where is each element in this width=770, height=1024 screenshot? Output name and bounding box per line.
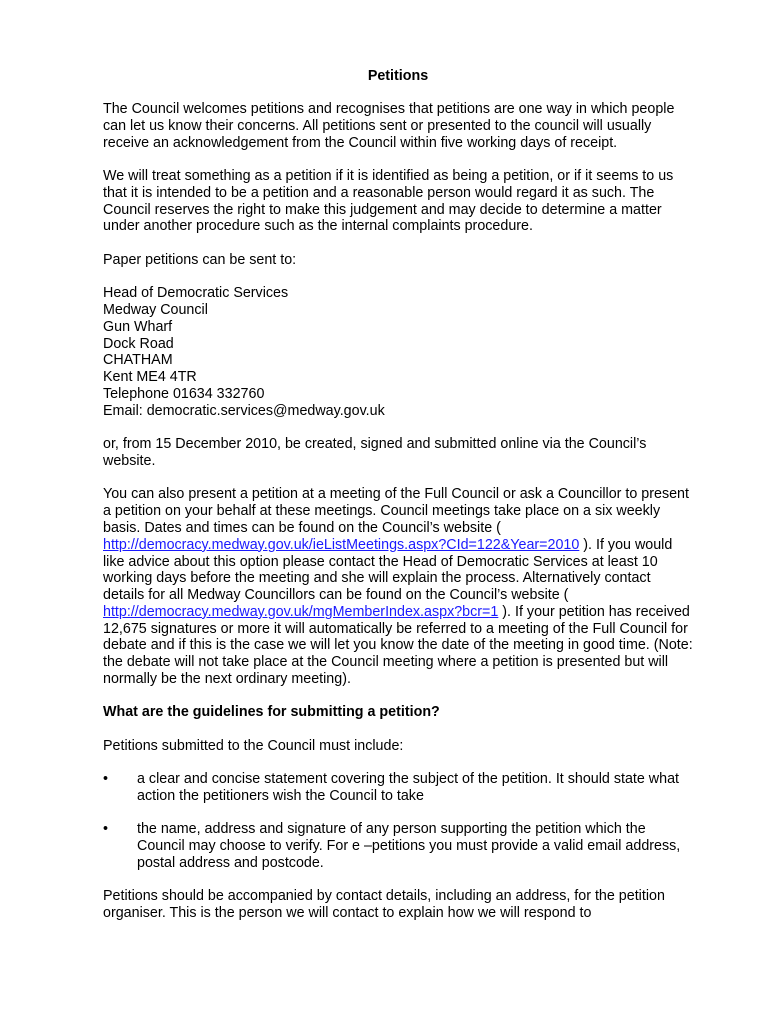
bullet-icon: • bbox=[103, 771, 109, 788]
guidelines-heading: What are the guidelines for submitting a petition? bbox=[103, 704, 440, 721]
meetings-link[interactable]: http://democracy.medway.gov.uk/ieListMeetings.aspx?CId=122&Year=2010 bbox=[103, 536, 580, 553]
list-item-text: the name, address and signature of any person supporting the petition which the Council may choose to verify. For e –petitions you must provide a valid email address, postal address and postcode. bbox=[137, 821, 681, 872]
postal-address bbox=[103, 285, 693, 419]
paper-petitions-intro: Paper petitions can be sent to: bbox=[103, 251, 297, 268]
bullet-icon: • bbox=[103, 821, 109, 838]
address-line-organisation: Medway Council bbox=[103, 301, 208, 318]
must-include-intro: Petitions submitted to the Council must include: bbox=[103, 737, 404, 754]
councillors-link[interactable]: http://democracy.medway.gov.uk/mgMemberIndex.aspx?bcr=1 bbox=[103, 603, 499, 620]
page-title: Petitions bbox=[367, 68, 429, 84]
address-line-street: Dock Road bbox=[103, 335, 174, 352]
meeting-text-part1: You can also present a petition at a meeting of the Full Council or ask a Councillor to present a petition on your behalf at these meetings. Council meetings take place on a six weekly basis. Dates and times can be found on the Council’s website ( bbox=[103, 486, 689, 536]
address-email: Email: democratic.services@medway.gov.uk bbox=[103, 402, 385, 419]
address-line-building: Gun Wharf bbox=[103, 318, 173, 335]
intro-paragraph: The Council welcomes petitions and recognises that petitions are one way in which people can let us know their concerns. All petitions sent or presented to the council will usually receive an acknowledgement from the Council within five working days of receipt. bbox=[103, 101, 675, 151]
list-item-text: a clear and concise statement covering the subject of the petition. It should state what action the petitioners wish the Council to take bbox=[137, 771, 680, 805]
document-body bbox=[103, 67, 693, 939]
definition-paragraph: We will treat something as a petition if it is identified as being a petition, or if it seems to us that it is intended to be a petition and a reasonable person would regard it as such. The Council reserves the right to make this judgement and may decide to determine a matter under another procedure such as the internal complaints procedure. bbox=[103, 167, 674, 235]
meeting-paragraph bbox=[103, 486, 693, 688]
contact-paragraph: Petitions should be accompanied by contact details, including an address, for the petition organiser. This is the person we will contact to explain how we will respond to bbox=[103, 888, 665, 922]
meeting-text-part2: ). If you would like advice about this option please contact the Head of Democratic Services at least 10 working days before the meeting and she will explain the process. Alternatively contact details for all Medway Councillors can be found on the Council’s website ( bbox=[103, 536, 673, 604]
list-item bbox=[103, 821, 693, 871]
requirements-list bbox=[103, 771, 693, 872]
online-paragraph: or, from 15 December 2010, be created, signed and submitted online via the Council’s website. bbox=[103, 436, 647, 469]
address-line-town: CHATHAM bbox=[103, 352, 173, 369]
address-line-postcode: Kent ME4 4TR bbox=[103, 369, 197, 386]
address-line-recipient: Head of Democratic Services bbox=[103, 285, 289, 302]
address-telephone: Telephone 01634 332760 bbox=[103, 385, 265, 402]
meeting-text-part3: ). If your petition has received 12,675 signatures or more it will automatically be referred to a meeting of the Full Council for debate and if this is the case we will let you know the date of the meeting in good time. (Note: the debate will not take place at the Council meeting where a petition is presented but will normally be the next ordinary meeting). bbox=[103, 603, 693, 688]
list-item bbox=[103, 771, 693, 805]
